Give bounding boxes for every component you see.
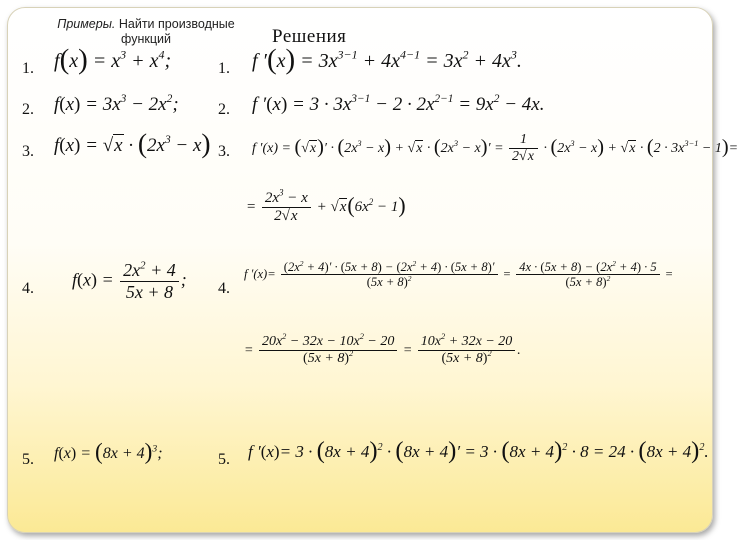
solution-5: f $'(x)= 3 \cdot (8x + 4)^2 \cdot (8x + 4)' = 3 \cdot (8x + 4)^2 \cdot 8 = 24 \cdot (8x + 4)^2$. — [248, 437, 709, 465]
solution-number-4: 4. — [218, 280, 230, 297]
problem-number-4: 4. — [22, 280, 34, 297]
solution-3-line-2: = $\frac{2x^3 - x}{2√x}$ + $√x(6x^2 - 1)$ — [246, 187, 406, 225]
solution-4-line-1: f ′(x)= $\frac{(2x^2 + 4)' \cdot (5x + 8) - (2x^2 + 4) \cdot (5x + 8)'}{(5x + 8)^2}$ = $\frac{4x \cdot (5x + 8) - (2x^2 + 4) \cdot 5}{(5x + 8)^2}$ = — [244, 258, 674, 290]
problem-number-5: 5. — [22, 451, 34, 468]
solutions-title: Решения — [272, 26, 347, 47]
solution-number-5: 5. — [218, 451, 230, 468]
problem-4: f(x) = $\frac{2x^2 + 4}{5x + 8}$ ; — [72, 259, 187, 302]
problem-2: $f(x) = 3x^3 - 2x^2$; — [54, 93, 179, 115]
problem-3: $f(x) = √x \cdot (2x^3 - x)$ — [54, 127, 211, 159]
solution-1: f $'(x) = 3x^{3-1} + 4x^{4-1} = 3x^2 + 4x^3$. — [252, 43, 522, 76]
examples-text: Найти производные функций — [118, 17, 235, 46]
solution-number-3: 3. — [218, 143, 230, 160]
problem-number-3: 3. — [22, 143, 34, 160]
slide — [7, 7, 738, 533]
solution-2: f $'(x) = 3 \cdot 3x^{3-1} - 2 \cdot 2x^{2-1} = 9x^2 - 4x$. — [252, 93, 545, 115]
examples-prefix: Примеры. — [57, 17, 116, 31]
solution-3-line-1: f $'(x) = (√x)' \cdot (2x^3 - x) + √x \cdot (2x^3 - x)'$ = $\frac{1}{2√x}$ · $(2x^3 - x) + √x \cdot (2 \cdot 3x^{3-1} - 1)=$ — [252, 132, 738, 165]
problem-number-1: 1. — [22, 60, 34, 77]
solution-number-1: 1. — [218, 60, 230, 77]
solution-number-2: 2. — [218, 101, 230, 118]
problem-number-2: 2. — [22, 101, 34, 118]
problem-5: $f(x) = (8x + 4)^3$; — [54, 439, 163, 466]
problem-1: $f(x) = x^3 + x^4$; — [54, 43, 172, 76]
solution-4-line-2: = $\frac{20x^2 - 32x - 10x^2 - 20}{(5x + 8)^2}$ = $\frac{10x^2 + 32x - 20}{(5x + 8)^2}$ . — [244, 332, 521, 367]
